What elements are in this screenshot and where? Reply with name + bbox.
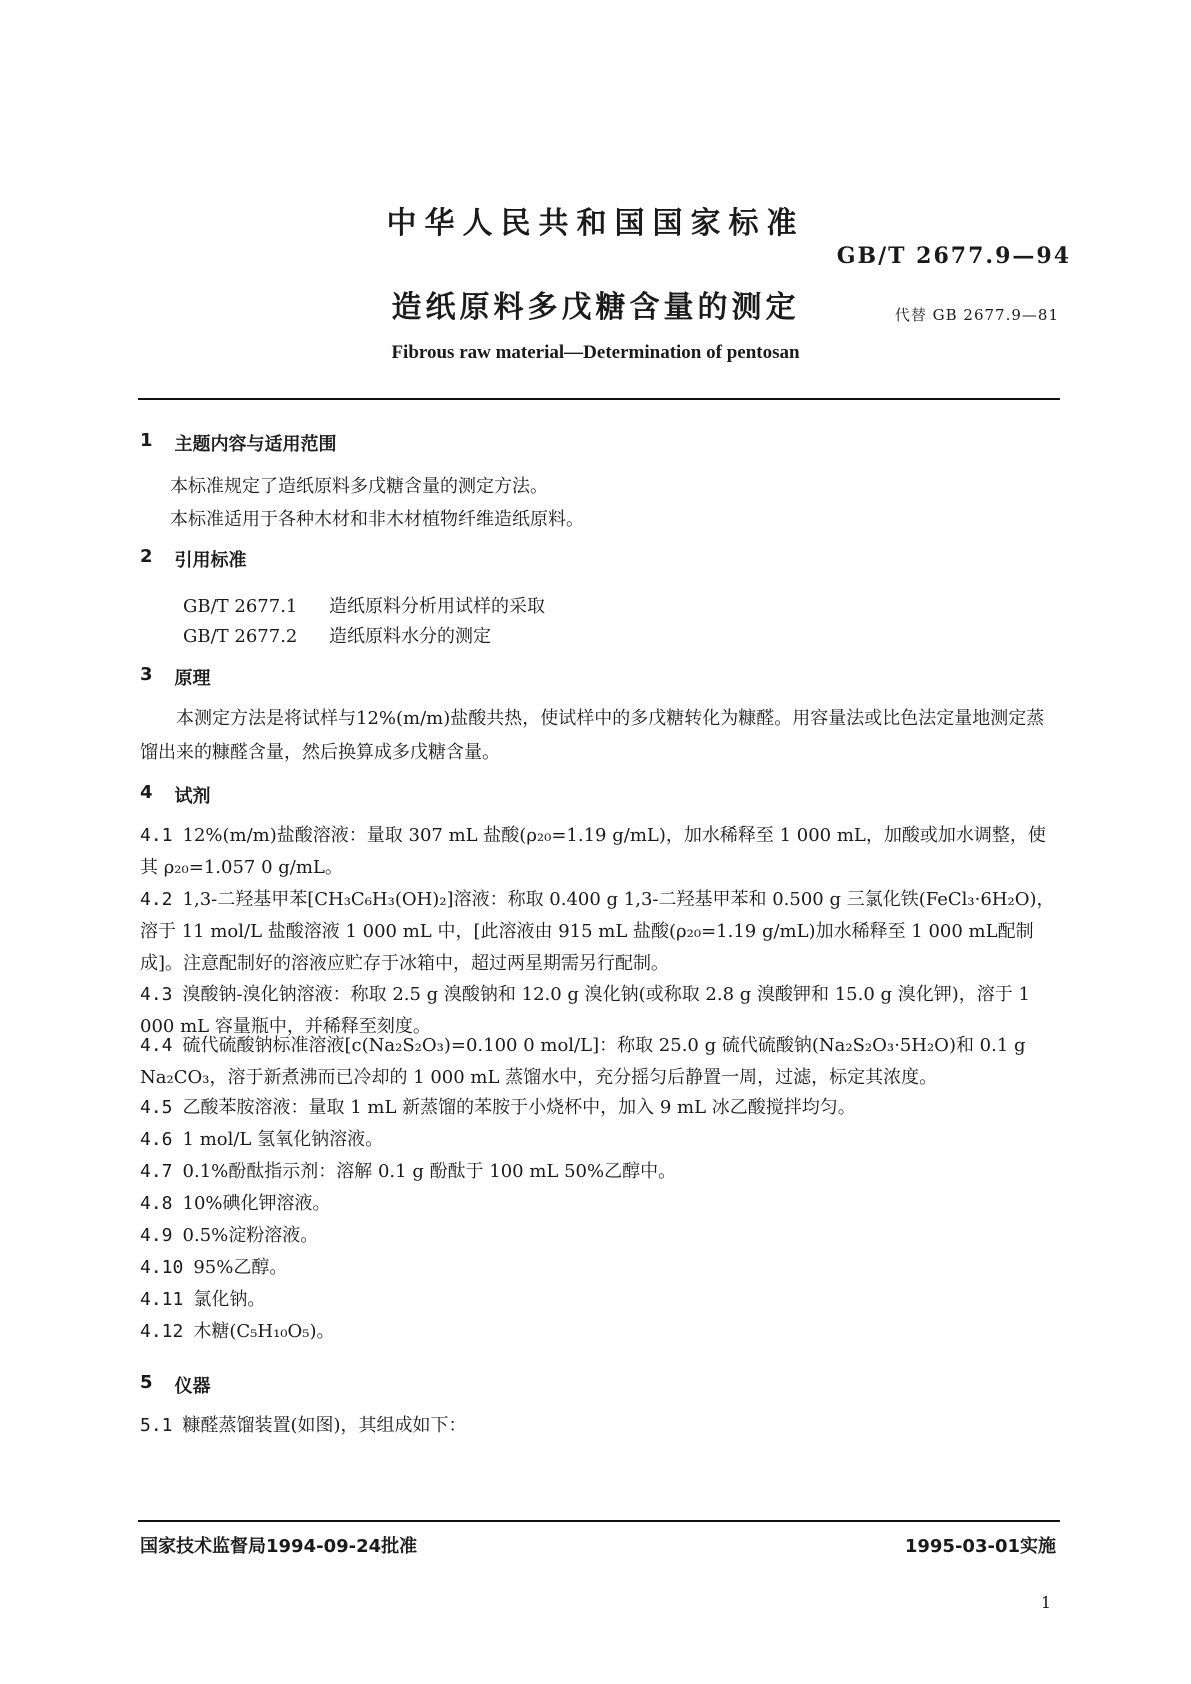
section-title: 试剂 — [174, 786, 211, 807]
item-number: 4.3 — [140, 984, 173, 1005]
item-number: 4.12 — [140, 1321, 184, 1342]
item-number: 4.8 — [140, 1193, 173, 1214]
item-text: 95%乙醇。 — [193, 1257, 288, 1278]
reference-item — [183, 622, 491, 648]
item-text: 糠醛蒸馏装置(如图)，其组成如下： — [182, 1415, 467, 1436]
item-number: 4.5 — [140, 1097, 173, 1118]
section-4-heading — [140, 782, 211, 808]
reference-code: GB/T 2677.2 — [183, 626, 298, 647]
section-1-heading — [140, 430, 337, 456]
item-text: 12%(m/m)盐酸溶液：量取 307 mL 盐酸(ρ₂₀=1.19 g/mL)，加水稀释至 1 000 mL，加酸或加水调整，使其 ρ₂₀=1.057 0 g/mL。 — [140, 825, 1046, 878]
document-title: 造纸原料多戊糖含量的测定 — [391, 290, 800, 325]
item-number: 4.1 — [140, 825, 173, 846]
reagent-item — [140, 884, 1058, 980]
reference-item — [183, 592, 545, 618]
section-1-line-1: 本标准规定了造纸原料多戊糖含量的测定方法。 — [170, 476, 548, 497]
section-title: 仪器 — [174, 1376, 211, 1397]
reagent-item — [140, 1252, 1058, 1284]
section-5-heading — [140, 1372, 211, 1398]
section-number: 2 — [140, 546, 153, 567]
item-text: 氯化钠。 — [193, 1289, 266, 1310]
section-title: 引用标准 — [174, 550, 247, 571]
item-text: 10%碘化钾溶液。 — [182, 1193, 331, 1214]
item-number: 5.1 — [140, 1415, 173, 1436]
item-text: 0.1%酚酞指示剂：溶解 0.1 g 酚酞于 100 mL 50%乙醇中。 — [182, 1161, 677, 1182]
item-number: 4.2 — [140, 889, 173, 910]
section-3-heading — [140, 664, 211, 690]
header-divider — [138, 398, 1060, 400]
item-number: 4.7 — [140, 1161, 173, 1182]
english-title: Fibrous raw material—Determination of pentosan — [391, 342, 800, 363]
reagent-item — [140, 1220, 1058, 1252]
national-standard-heading: 中华人民共和国国家标准 — [386, 206, 805, 241]
reagent-item — [140, 1030, 1058, 1094]
item-text: 乙酸苯胺溶液：量取 1 mL 新蒸馏的苯胺于小烧杯中，加入 9 mL 冰乙酸搅拌均匀。 — [182, 1097, 856, 1118]
apparatus-item — [140, 1410, 1058, 1442]
item-text: 溴酸钠-溴化钠溶液：称取 2.5 g 溴酸钠和 12.0 g 溴化钠(或称取 2.8 g 溴酸钾和 15.0 g 溴化钾)，溶于 1 000 mL 容量瓶中，并稀释至刻度。 — [140, 984, 1030, 1037]
item-text: 木糖(C₅H₁₀O₅)。 — [193, 1321, 335, 1342]
effective-date: 1995-03-01实施 — [904, 1536, 1056, 1557]
section-title: 主题内容与适用范围 — [174, 434, 337, 455]
reference-name: 造纸原料分析用试样的采取 — [329, 596, 545, 617]
reagent-item — [140, 1188, 1058, 1220]
section-number: 3 — [140, 664, 153, 685]
item-number: 4.6 — [140, 1129, 173, 1150]
standard-number: GB/T 2677.9—94 — [836, 243, 1071, 269]
principle-paragraph: 本测定方法是将试样与12%(m/m)盐酸共热，使试样中的多戊糖转化为糠醛。用容量法或比色法定量地测定蒸馏出来的糠醛含量，然后换算成多戊糖含量。 — [140, 708, 1045, 763]
page-number: 1 — [1040, 1593, 1051, 1612]
reagent-item — [140, 1284, 1058, 1316]
item-number: 4.10 — [140, 1257, 184, 1278]
replaces-standard: 代替 GB 2677.9—81 — [894, 306, 1059, 324]
item-number: 4.4 — [140, 1035, 173, 1056]
section-1-line-2: 本标准适用于各种木材和非木材植物纤维造纸原料。 — [170, 509, 584, 530]
reagent-item — [140, 1092, 1058, 1124]
reagent-item — [140, 1316, 1058, 1348]
footer-divider — [138, 1520, 1060, 1522]
reference-name: 造纸原料水分的测定 — [329, 626, 491, 647]
approval-line: 国家技术监督局1994-09-24批准 — [140, 1536, 418, 1557]
section-number: 1 — [140, 430, 153, 451]
item-number: 4.11 — [140, 1289, 184, 1310]
reagent-item — [140, 1156, 1058, 1188]
section-2-heading — [140, 546, 247, 572]
item-text: 硫代硫酸钠标准溶液[c(Na₂S₂O₃)=0.100 0 mol/L]：称取 25.0 g 硫代硫酸钠(Na₂S₂O₃·5H₂O)和 0.1 g Na₂CO₃，溶于新煮沸而已冷却的 1 000 mL 蒸馏水中，充分摇匀后静置一周，过滤，标定其浓度。 — [140, 1035, 1026, 1088]
item-text: 1,3-二羟基甲苯[CH₃C₆H₃(OH)₂]溶液：称取 0.400 g 1,3-二羟基甲苯和 0.500 g 三氯化铁(FeCl₃·6H₂O)，溶于 11 mol/L 盐酸溶液 1 000 mL 中，[此溶液由 915 mL 盐酸(ρ₂₀=1.19 g/mL)加水稀释至 1 000 mL配制成]。注意配制好的溶液应贮存于冰箱中，超过两星期需另行配制。 — [140, 889, 1055, 974]
reference-code: GB/T 2677.1 — [183, 596, 298, 617]
item-text: 0.5%淀粉溶液。 — [182, 1225, 319, 1246]
item-text: 1 mol/L 氢氧化钠溶液。 — [182, 1129, 384, 1150]
item-number: 4.9 — [140, 1225, 173, 1246]
reagent-item — [140, 820, 1058, 884]
reagent-item — [140, 1124, 1058, 1156]
section-title: 原理 — [174, 668, 211, 689]
section-number: 4 — [140, 782, 153, 803]
section-number: 5 — [140, 1372, 153, 1393]
